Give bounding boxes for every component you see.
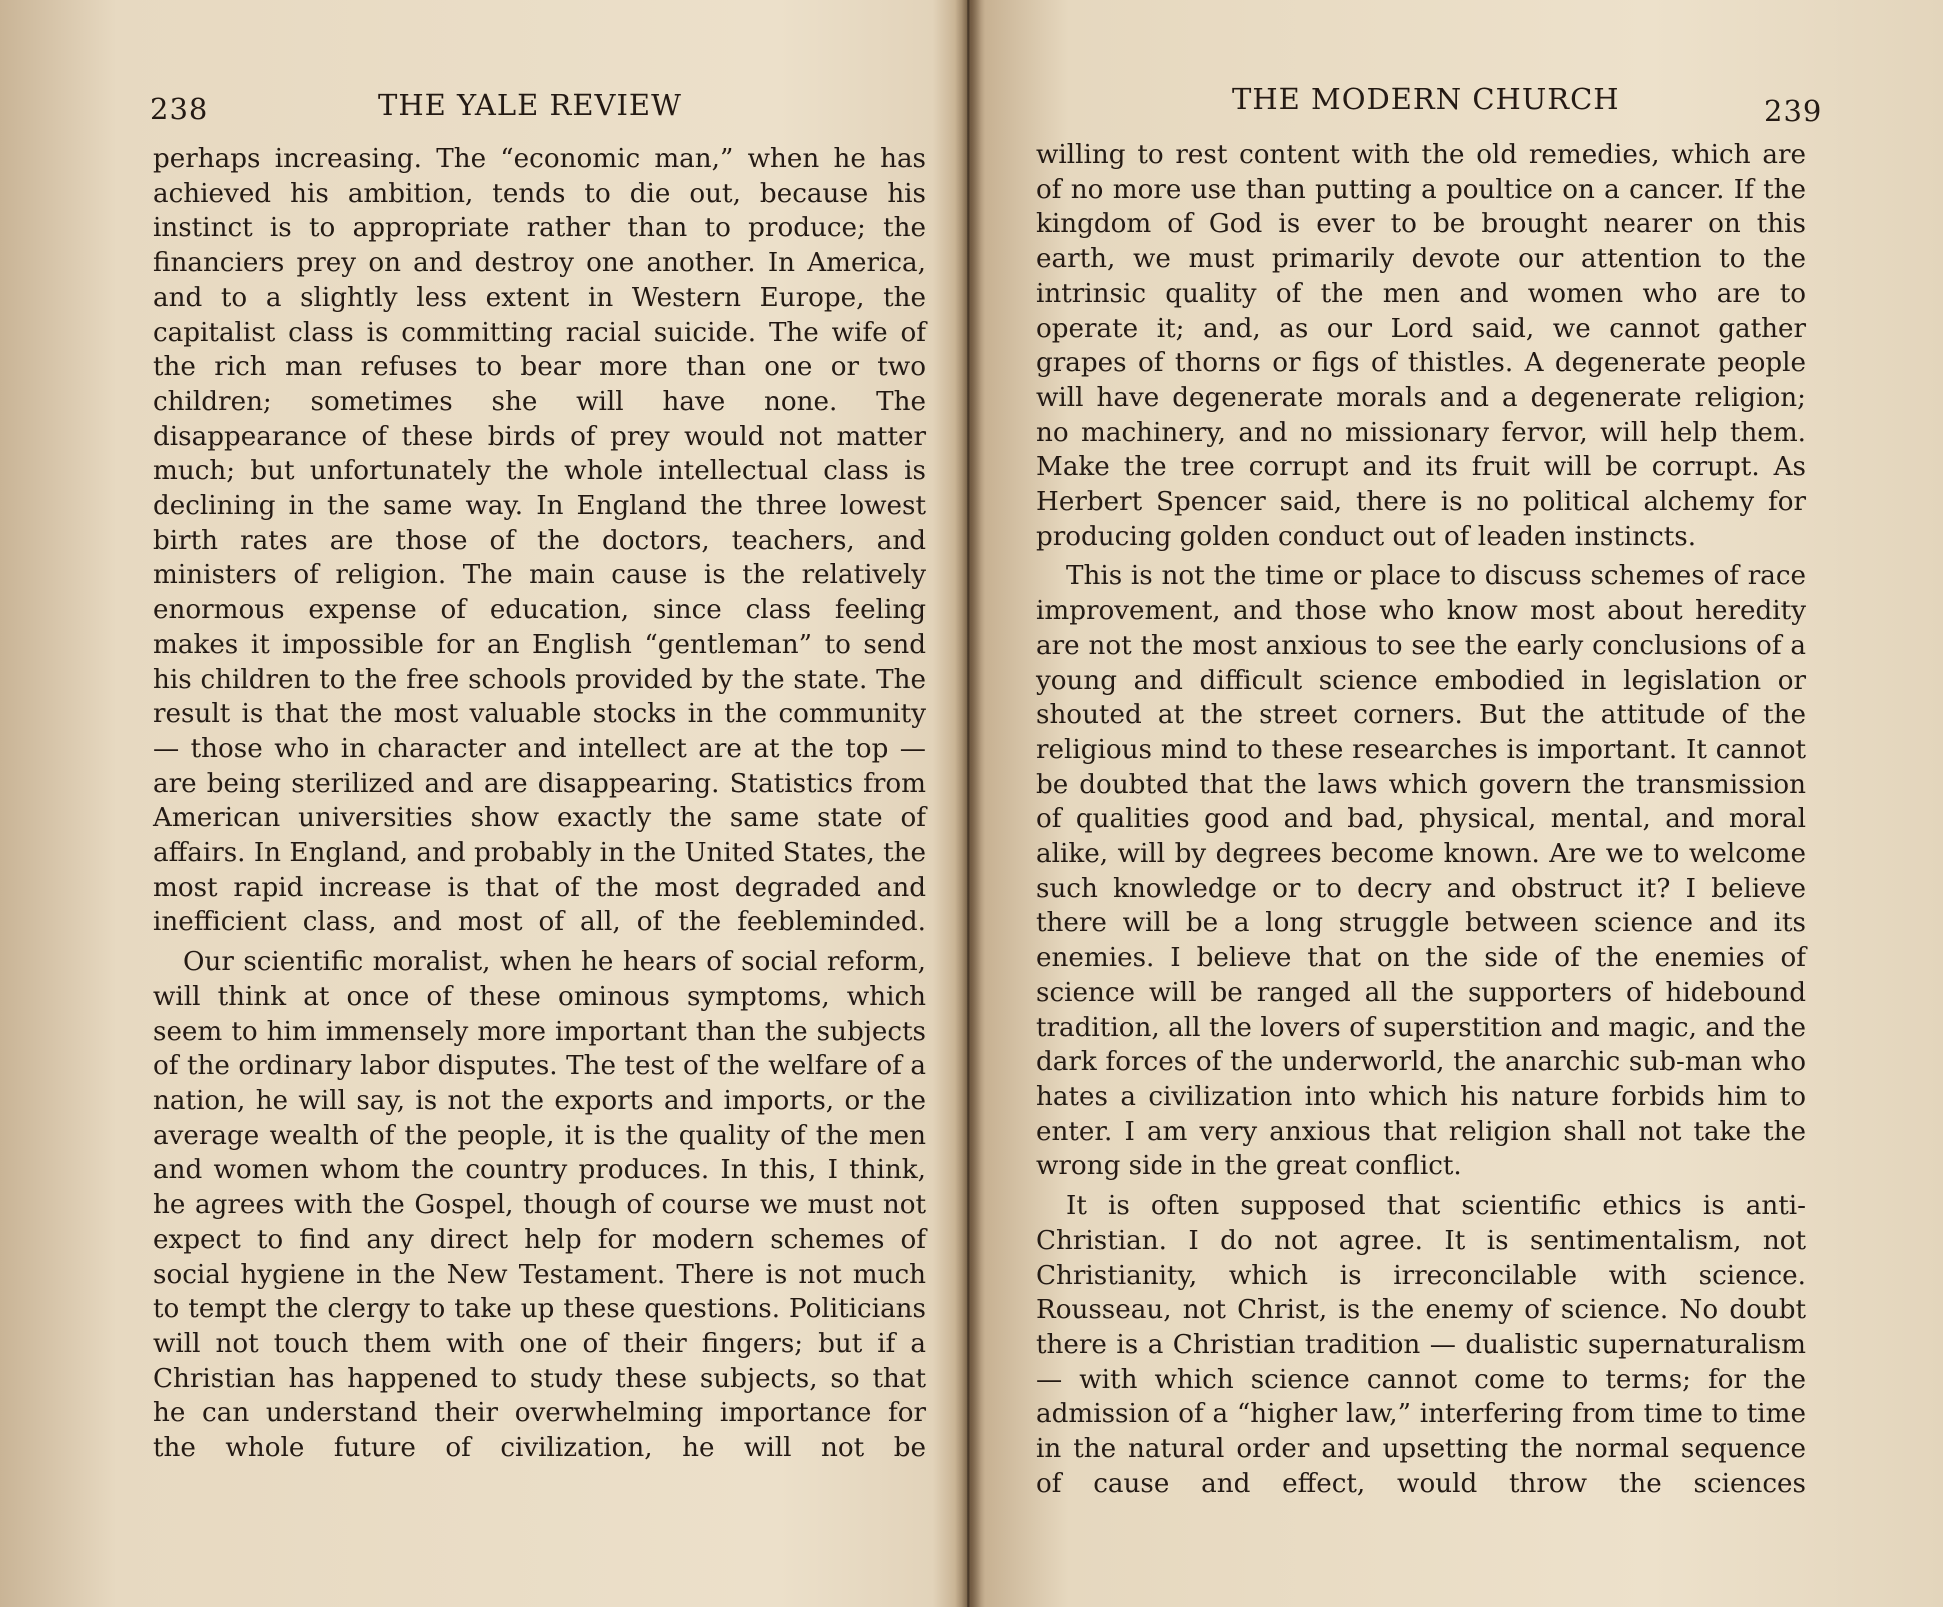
page-number: 239	[1764, 94, 1823, 128]
paragraph: willing to rest content with the old remedies, which are of no more use than putting a poultice on a cancer. If the kingdom of God is ever to be brought nearer on this earth, we must primarily devote our attention to the intrinsic quality of the men and women who are to operate it; and, as our Lord said, we cannot gather grapes of thorns or figs of thistles. A degenerate people will have degenerate morals and a degenerate religion; no machinery, and no missionary fervor, will help them. Make the tree corrupt and its fruit will be corrupt. As Herbert Spencer said, there is no political alchemy for producing golden conduct out of leaden instincts.	[1036, 140, 1806, 552]
body-text	[1036, 138, 1806, 1501]
running-head: THE YALE REVIEW	[378, 88, 682, 122]
paragraph: Our scientific moralist, when he hears of social reform, will think at once of these ominous symptoms, which seem to him immensely more important than the subjects of the ordinary labor disputes. The test of the welfare of a nation, he will say, is not the exports and imports, or the average wealth of the people, it is the quality of the men and women whom the country produces. In this, I think, he agrees with the Gospel, though of course we must not expect to find any direct help for modern schemes of social hygiene in the New Testament. There is not much to tempt the clergy to take up these questions. Politicians will not touch them with one of their fingers; but if a Christian has happened to study these subjects, so that he can understand their overwhelming importance for the whole future of civilization, he will not be	[153, 947, 926, 1464]
left-page	[0, 0, 960, 1607]
paragraph: This is not the time or place to discuss schemes of race improvement, and those who know most about heredity are not the most anxious to see the early conclusions of a young and difficult science embodied in legislation or shouted at the street corners. But the attitude of the religious mind to these researches is important. It cannot be doubted that the laws which govern the transmission of qualities good and bad, physical, mental, and moral alike, will by degrees become known. Are we to welcome such knowledge or to decry and obstruct it? I believe there will be a long struggle between science and its enemies. I believe that on the side of the enemies of science will be ranged all the supporters of hidebound tradition, all the lovers of superstition and magic, and the dark forces of the underworld, the anarchic sub-man who hates a civilization into which his nature forbids him to enter. I am very anxious that religion shall not take the wrong side in the great conflict.	[1036, 561, 1806, 1182]
page-number: 238	[150, 92, 209, 126]
paragraph: perhaps increasing. The “economic man,” when he has achieved his ambition, tends to die out, because his instinct is to appropriate rather than to produce; the financiers prey on and destroy one another. In America, and to a slightly less extent in Western Europe, the capitalist class is committing racial suicide. The wife of the rich man refuses to bear more than one or two children; sometimes she will have none. The disappearance of these birds of prey would not matter much; but unfortunately the whole intellectual class is declining in the same way. In England the three lowest birth rates are those of the doctors, teachers, and ministers of religion. The main cause is the relatively enormous expense of education, since class feeling makes it impossible for an English “gentleman” to send his children to the free schools provided by the state. The result is that the most valuable stocks in the community — those who in character and intellect are at the top — are being sterilized and are disappearing. Statistics from American universities show exactly the same state of affairs. In England, and probably in the United States, the most rapid increase is that of the most degraded and inefficient class, and most of all, of the feebleminded.	[153, 144, 926, 938]
running-head: THE MODERN CHURCH	[1232, 82, 1620, 116]
right-page	[980, 0, 1943, 1607]
paragraph: It is often supposed that scientific ethics is anti-Christian. I do not agree. It is sentimentalism, not Christianity, which is irreconcilable with science. Rousseau, not Christ, is the enemy of science. No doubt there is a Christian tradition — dualistic supernaturalism — with which science cannot come to terms; for the admission of a “higher law,” interfering from time to time in the natural order and upsetting the normal sequence of cause and effect, would throw the sciences	[1036, 1191, 1806, 1499]
body-text	[153, 142, 926, 1466]
